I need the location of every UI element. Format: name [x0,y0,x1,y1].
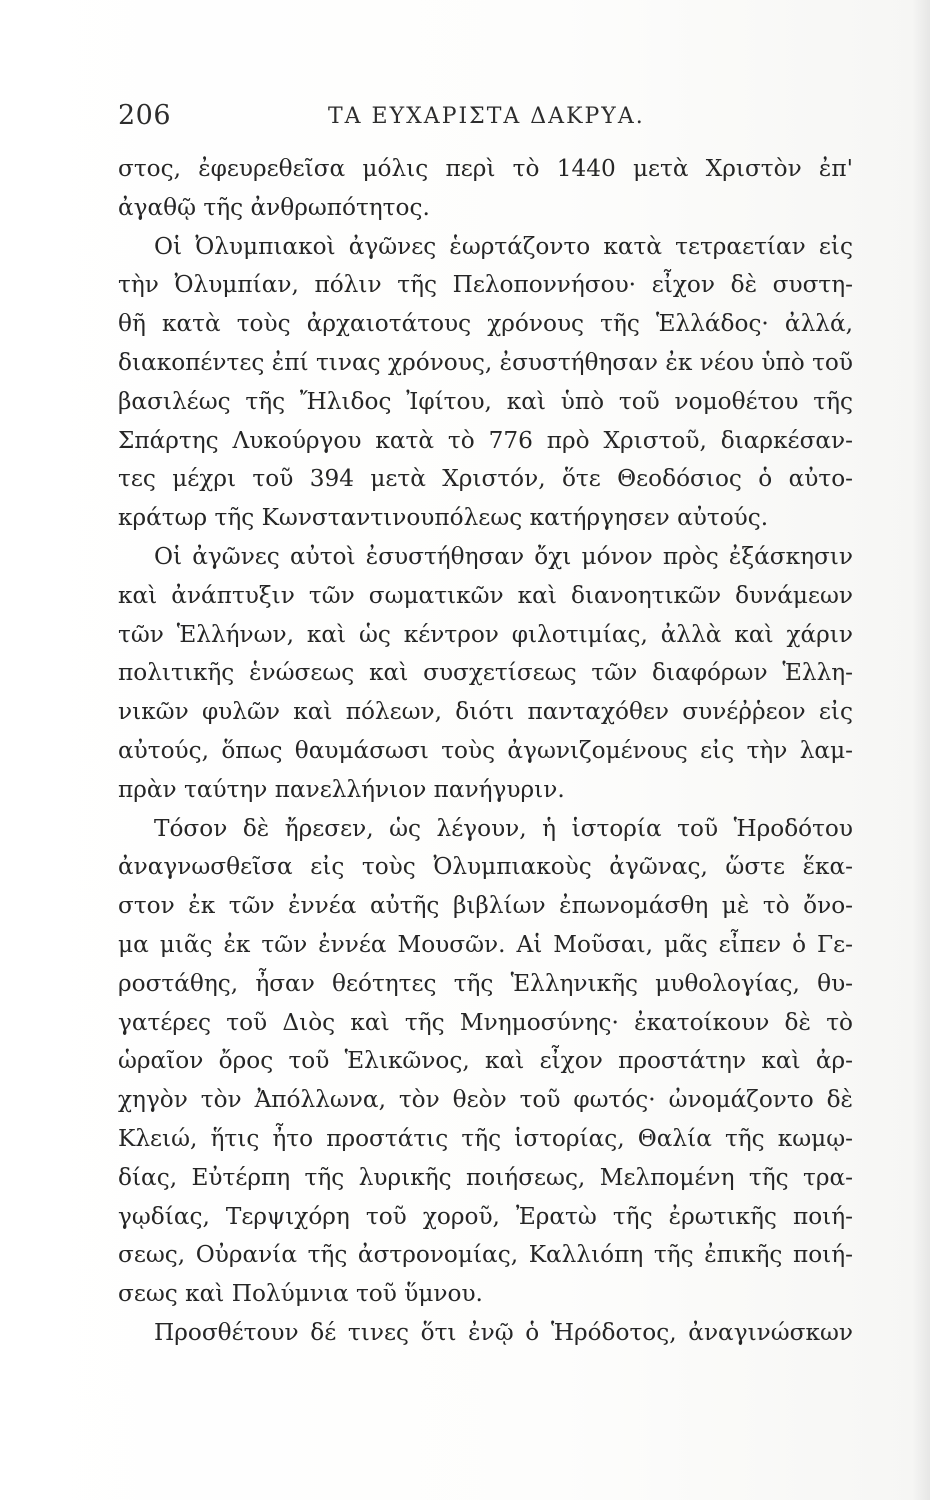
text-line: κράτωρ τῆς Κωνσταντινουπόλεως κατήργησεν αὐτούς. [118,504,769,532]
page-edge-shadow [912,0,930,1500]
paragraph-start-line: Προσθέτουν δέ τινες ὅτι ἐνῷ ὁ Ἡρόδοτος, ἀναγινώσκων [154,1318,853,1346]
text-line: ὡραῖον ὄρος τοῦ Ἑλικῶνος, καὶ εἶχον προστάτην καὶ ἀρ- [118,1047,853,1075]
text-line: τες μέχρι τοῦ 394 μετὰ Χριστόν, ὅτε Θεοδόσιος ὁ αὐτο- [118,465,853,493]
running-title: ΤΑ ΕΥΧΑΡΙΣΤΑ ΔΑΚΡΥΑ. [328,104,645,129]
text-line: γατέρες τοῦ Διὸς καὶ τῆς Μνημοσύνης· ἐκατοίκουν δὲ τὸ [118,1008,853,1036]
text-line: σεως καὶ Πολύμνια τοῦ ὕμνου. [118,1280,483,1308]
text-line: χηγὸν τὸν Ἀπόλλωνα, τὸν θεὸν τοῦ φωτός· ὠνομάζοντο δὲ [118,1086,853,1114]
page-header [118,100,848,140]
text-line: ροστάθης, ἦσαν θεότητες τῆς Ἑλληνικῆς μυθολογίας, θυ- [118,969,853,997]
text-line: γῳδίας, Τερψιχόρη τοῦ χοροῦ, Ἐρατὼ τῆς ἐρωτικῆς ποιή- [118,1202,853,1230]
paragraph-start-line: Οἱ ἀγῶνες αὐτοὶ ἐσυστήθησαν ὄχι μόνον πρὸς ἐξάσκησιν [154,542,853,570]
text-line: θῆ κατὰ τοὺς ἀρχαιοτάτους χρόνους τῆς Ἑλλάδος· ἀλλά, [118,310,853,338]
text-line: ἀγαθῷ τῆς ἀνθρωπότητος. [118,193,430,221]
text-line: τὴν Ὀλυμπίαν, πόλιν τῆς Πελοποννήσου· εἶχον δὲ συστη- [118,271,853,299]
text-line: πρὰν ταύτην πανελλήνιον πανήγυριν. [118,775,565,803]
text-line: νικῶν φυλῶν καὶ πόλεων, διότι πανταχόθεν συνέῤῥεον εἰς [118,698,853,726]
paragraph-start-line: Τόσον δὲ ἤρεσεν, ὡς λέγουν, ἡ ἱστορία τοῦ Ἡροδότου [154,814,853,842]
text-line: αὐτούς, ὅπως θαυμάσωσι τοὺς ἀγωνιζομένους εἰς τὴν λαμ- [118,736,853,764]
text-line: στον ἐκ τῶν ἐννέα αὐτῆς βιβλίων ἐπωνομάσθη μὲ τὸ ὄνο- [118,892,853,920]
text-line: ἀναγνωσθεῖσα εἰς τοὺς Ὀλυμπιακοὺς ἀγῶνας, ὥστε ἕκα- [118,853,853,881]
text-line: στος, ἐφευρεθεῖσα μόλις περὶ τὸ 1440 μετὰ Χριστὸν ἐπ' [118,155,853,182]
page-number: 206 [118,100,172,131]
paragraph-start-line: Οἱ Ὀλυμπιακοὶ ἀγῶνες ἑωρτάζοντο κατὰ τετραετίαν εἰς [154,232,853,260]
text-line: σεως, Οὐρανία τῆς ἀστρονομίας, Καλλιόπη τῆς ἐπικῆς ποιή- [118,1241,853,1269]
text-line: βασιλέως τῆς Ἤλιδος Ἰφίτου, καὶ ὑπὸ τοῦ νομοθέτου τῆς [118,387,853,415]
text-line: δίας, Εὐτέρπη τῆς λυρικῆς ποιήσεως, Μελπομένη τῆς τρα- [118,1163,853,1191]
text-line: πολιτικῆς ἑνώσεως καὶ συσχετίσεως τῶν διαφόρων Ἑλλη- [118,659,853,687]
body-text [118,150,853,1353]
text-line: καὶ ἀνάπτυξιν τῶν σωματικῶν καὶ διανοητικῶν δυνάμεων [118,581,853,609]
text-line: Κλειώ, ἥτις ἦτο προστάτις τῆς ἱστορίας, Θαλία τῆς κωμῳ- [118,1124,853,1152]
text-line: τῶν Ἑλλήνων, καὶ ὡς κέντρον φιλοτιμίας, ἀλλὰ καὶ χάριν [118,620,853,648]
text-line: μα μιᾶς ἐκ τῶν ἐννέα Μουσῶν. Αἱ Μοῦσαι, μᾶς εἶπεν ὁ Γε- [118,930,853,958]
text-line: διακοπέντες ἐπί τινας χρόνους, ἐσυστήθησαν ἐκ νέου ὑπὸ τοῦ [118,348,853,376]
text-line: Σπάρτης Λυκούργου κατὰ τὸ 776 πρὸ Χριστοῦ, διαρκέσαν- [118,426,853,454]
